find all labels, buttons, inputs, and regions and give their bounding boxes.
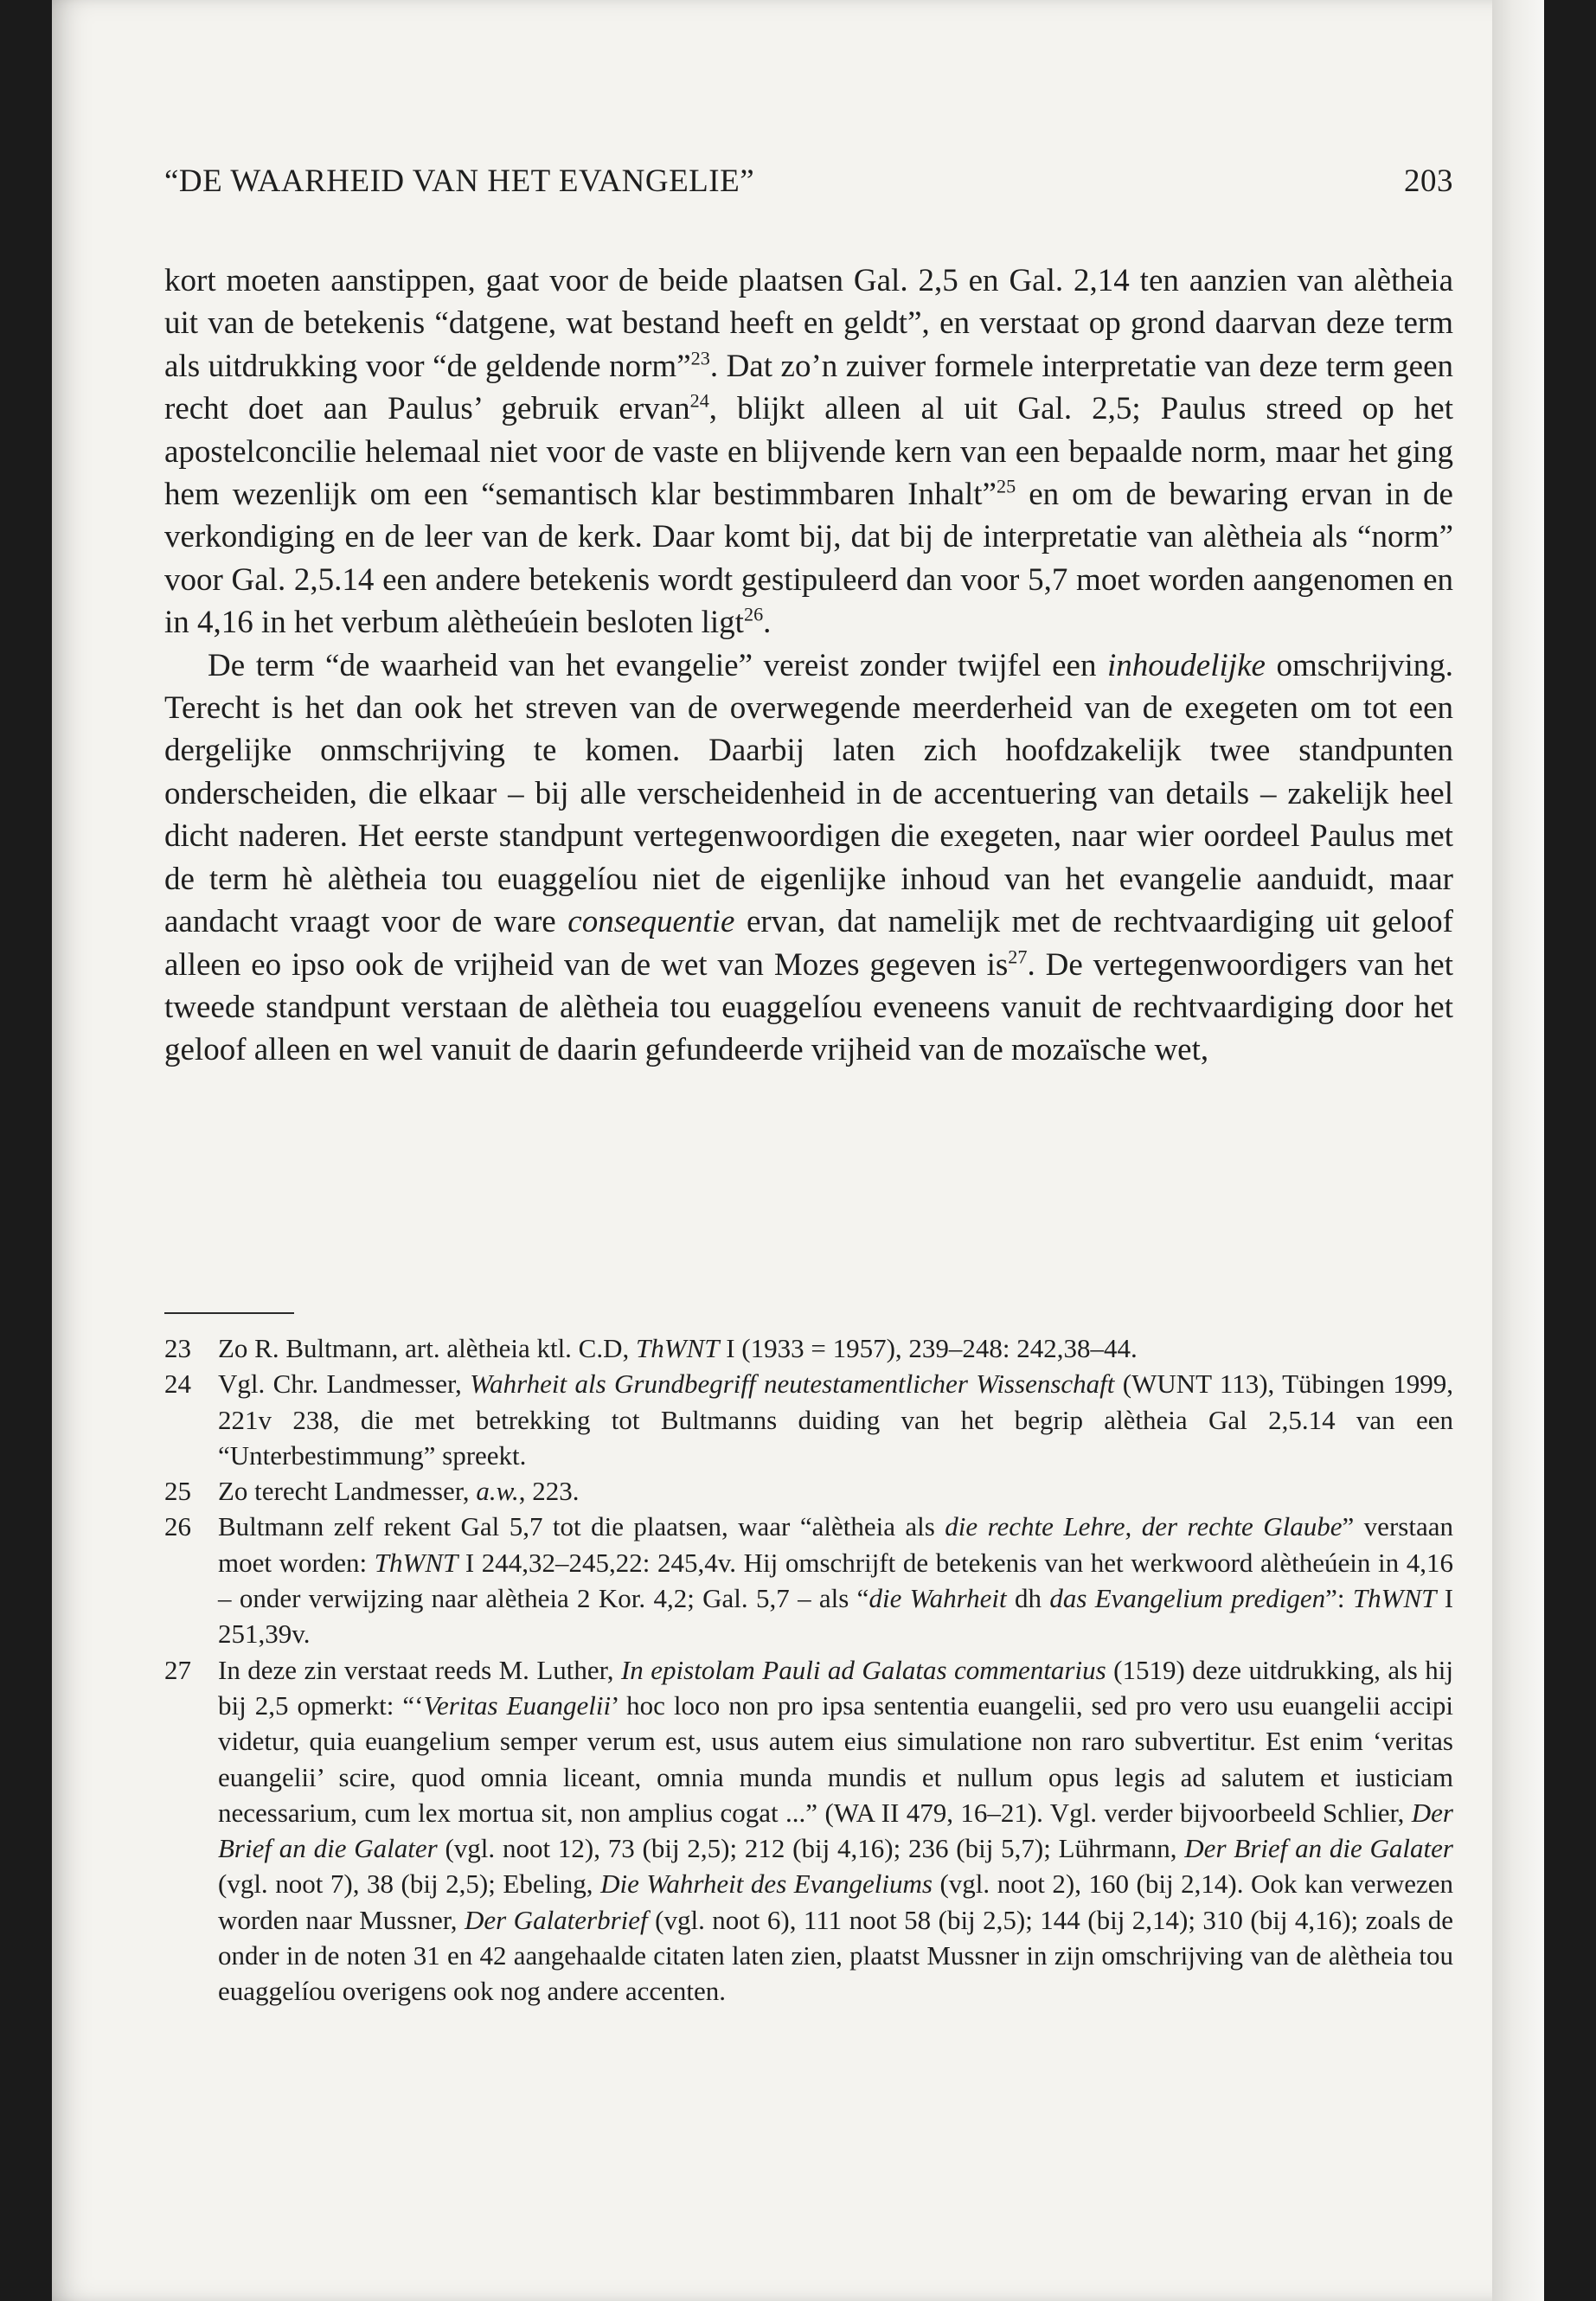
footnote-23 bbox=[164, 1330, 1453, 1366]
footnote-text: Zo terecht Landmesser, a.w., 223. bbox=[218, 1476, 580, 1507]
footnote-24 bbox=[164, 1366, 1453, 1473]
footnote-ref-24: 24 bbox=[689, 389, 709, 412]
footnote-text: Vgl. Chr. Landmesser, Wahrheit als Grundbegriff neutestamentlicher Wissenschaft (WUNT 113), Tübingen 1999, 221v 238, die met betrekking tot Bultmanns duiding van het begrip alètheia Gal 2,5.14 van een “Unterbestimmung” spreekt. bbox=[218, 1368, 1454, 1471]
footnote-text: In deze zin verstaat reeds M. Luther, In epistolam Pauli ad Galatas commentarius (1519) deze uitdrukking, als hij bij 2,5 opmerkt: “‘Veritas Euangelii’ hoc loco non pro ipsa sententia euangelii, sed pro vero usu euangelii accipi videtur, quia euangelium semper verum est, usus autem eius simulatione non raro subvertitur. Est enim ‘veritas euangelii’ scire, quod omnia liceant, omnia munda mundis et nullum opus legis ad salutem et iusticiam necessarium, cum lex mortua sit, non amplius cogat ...” (WA II 479, 16–21). Vgl. verder bijvoorbeeld Schlier, Der Brief an die Galater (vgl. noot 12), 73 (bij 2,5); 212 (bij 4,16); 236 (bij 5,7); Lührmann, Der Brief an die Galater (vgl. noot 7), 38 (bij 2,5); Ebeling, Die Wahrheit des Evangeliums (vgl. noot 2), 160 (bij 2,14). Ook kan verwezen worden naar Mussner, Der Galaterbrief (vgl. noot 6), 111 noot 58 (bij 2,5); 144 (bij 2,14); 310 (bij 4,16); zoals de onder in de noten 31 en 42 aangehaalde citaten laten zien, plaatst Mussner in zijn omschrijving van de alètheia tou euaggelíou overigens ook nog andere accenten. bbox=[218, 1654, 1454, 2007]
footnote-text: Zo R. Bultmann, art. alètheia ktl. C.D, ThWNT I (1933 = 1957), 239–248: 242,38–44. bbox=[218, 1333, 1138, 1363]
footnote-ref-26: 26 bbox=[743, 603, 764, 625]
footnotes bbox=[164, 1330, 1453, 2009]
running-header bbox=[164, 163, 1453, 200]
footnote-number: 26 bbox=[164, 1511, 191, 1542]
footnote-number: 27 bbox=[164, 1654, 191, 1685]
footnote-27 bbox=[164, 1652, 1453, 2009]
page-edge bbox=[1492, 0, 1544, 2301]
paragraph-2: De term “de waarheid van het evangelie” vereist zonder twijfel een inhoudelijke omschrijving. Terecht is het dan ook het streven van de overwegende meerderheid van de exegeten om tot een dergelijke onmschrijving te komen. Daarbij laten zich hoofdzakelijk twee standpunten onderscheiden, die elkaar – bij alle verscheidenheid in de accentuering van details – zakelijk heel dicht naderen. Het eerste standpunt vertegenwoordigen die exegeten, naar wier oordeel Paulus met de term hè alètheia tou euaggelíou niet de eigenlijke inhoud van het evangelie aanduidt, maar aandacht vraagt voor de ware consequentie ervan, dat namelijk met de rechtvaardiging uit geloof alleen eo ipso ook de vrijheid van de wet van Mozes gegeven $is^{27}$. De vertegenwoordigers van het tweede standpunt verstaan de alètheia tou euaggelíou eveneens vanuit de rechtvaardiging door het geloof alleen en wel vanuit de daarin gefundeerde vrijheid van de mozaïsche wet, bbox=[164, 647, 1453, 1068]
footnote-divider bbox=[164, 1312, 294, 1314]
footnote-number: 24 bbox=[164, 1368, 191, 1400]
footnote-ref-27: 27 bbox=[1008, 945, 1028, 968]
main-text bbox=[164, 260, 1453, 1072]
paragraph-1: kort moeten aanstippen, gaat voor de beide plaatsen Gal. 2,5 en Gal. 2,14 ten aanzien van alètheia uit van de betekenis “datgene, wat bestand heeft en geldt”, en verstaat op grond daarvan deze term als uitdrukking voor “de geldende norm”$^{23}$. Dat zo’n zuiver formele interpretatie van deze term geen recht doet aan Paulus’ gebruik ervan$^{24}$, blijkt alleen al uit Gal. 2,5; Paulus streed op het apostelconcilie helemaal niet voor de vaste en blijvende kern van een bepaalde norm, maar het ging hem wezenlijk om een “semantisch klar bestimmbaren Inhalt”$^{25}$ en om de bewaring ervan in de verkondiging en de leer van de kerk. Daar komt bij, dat bij de interpretatie van alètheia als “norm” voor Gal. 2,5.14 een andere betekenis wordt gestipuleerd dan voor 5,7 moet worden aangenomen en in 4,16 in het verbum alètheúein besloten ligt$^{26}$. bbox=[164, 263, 1454, 641]
footnote-number: 23 bbox=[164, 1333, 191, 1363]
footnote-text: Bultmann zelf rekent Gal 5,7 tot die plaatsen, waar “alètheia als die rechte Lehre, der rechte Glaube” verstaan moet worden: ThWNT I 244,32–245,22: 245,4v. Hij omschrijft de betekenis van het werkwoord alètheúein in 4,16 – onder verwijzing naar alètheia 2 Kor. 4,2; Gal. 5,7 – als “die Wahrheit dh das Evangelium predigen”: ThWNT I 251,39v. bbox=[218, 1511, 1454, 1650]
page-number: 203 bbox=[1404, 163, 1453, 199]
footnote-ref-25: 25 bbox=[996, 475, 1016, 497]
footnote-26 bbox=[164, 1509, 1453, 1651]
footnote-25 bbox=[164, 1473, 1453, 1509]
running-title: “DE WAARHEID VAN HET EVANGELIE” bbox=[164, 163, 755, 199]
footnote-ref-23: 23 bbox=[690, 347, 710, 369]
footnote-number: 25 bbox=[164, 1476, 191, 1507]
